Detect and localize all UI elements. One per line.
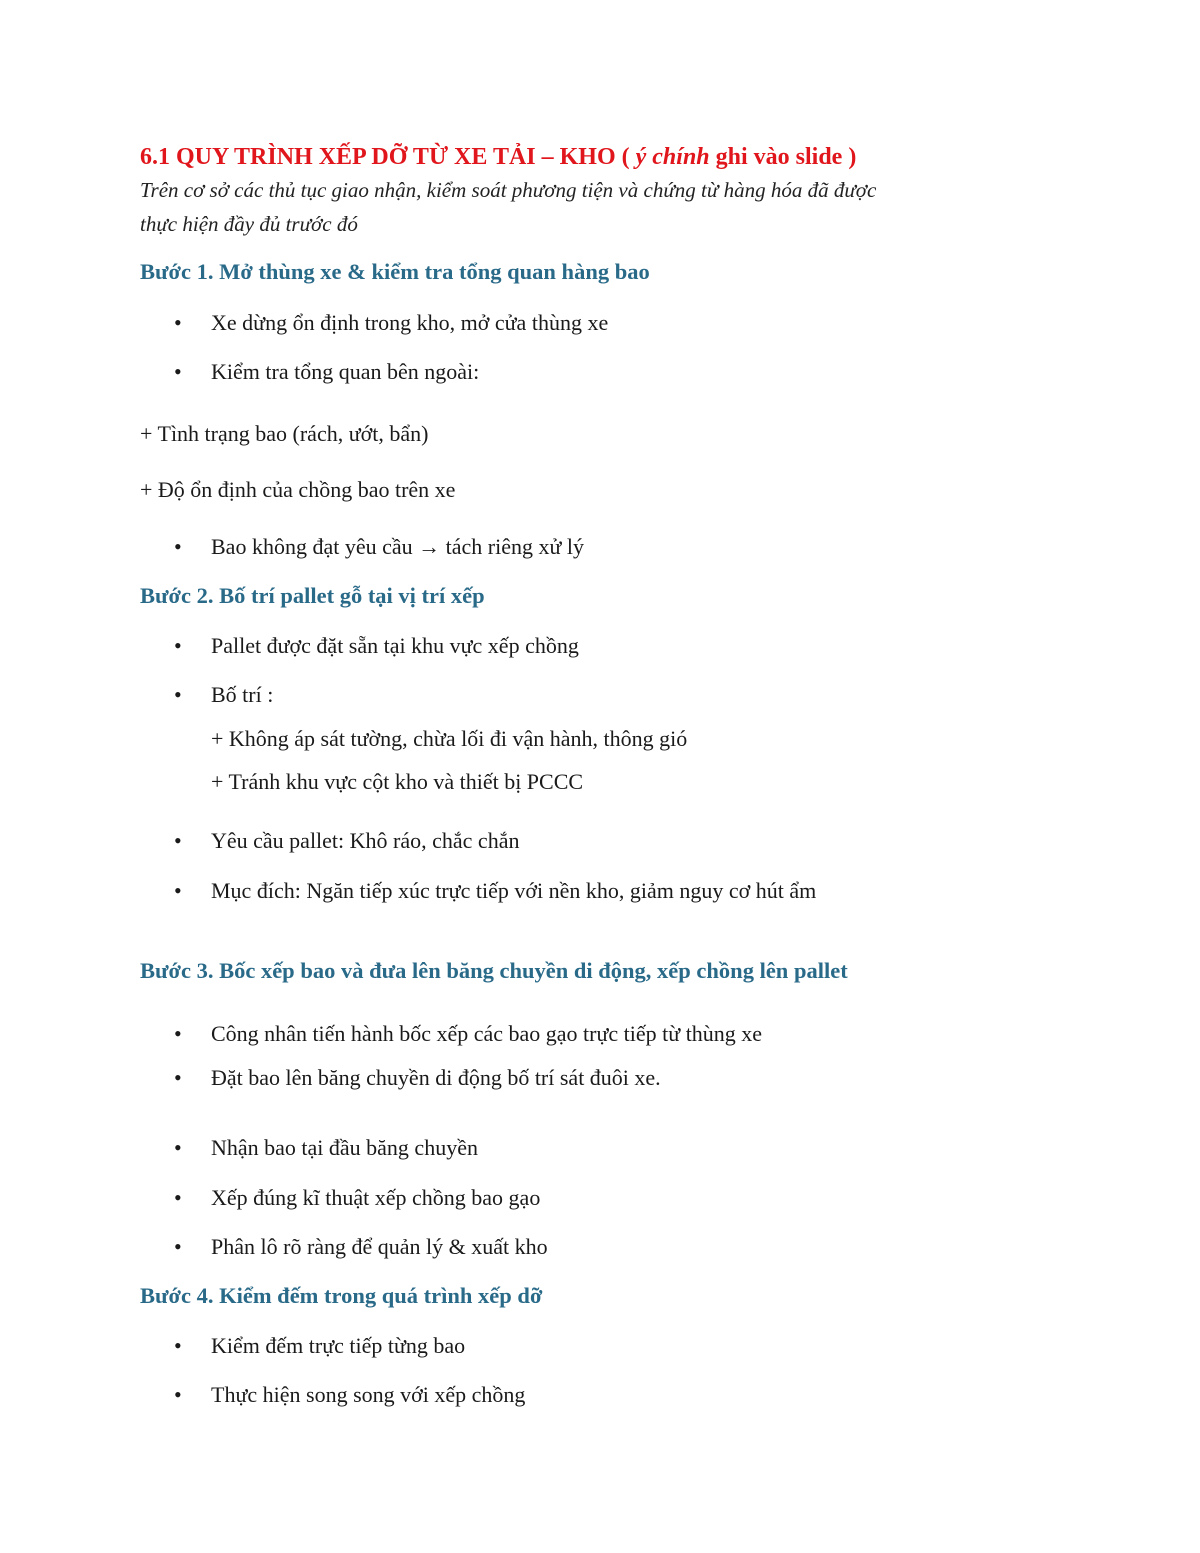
bullet-dot: • xyxy=(174,878,182,903)
bullet-dot: • xyxy=(174,633,182,658)
list-item xyxy=(174,359,479,385)
bullet-dot: • xyxy=(174,310,182,335)
list-item xyxy=(174,1234,548,1260)
list-item-text: Mục đích: Ngăn tiếp xúc trực tiếp với nền kho, giảm nguy cơ hút ẩm xyxy=(211,878,817,903)
bullet-dot: • xyxy=(174,1185,182,1210)
list-item-text: Bao không đạt yêu cầu → tách riêng xử lý xyxy=(211,534,584,559)
list-item xyxy=(174,1382,525,1408)
list-item xyxy=(174,828,519,854)
list-item xyxy=(174,878,816,904)
title-tail: ghi vào slide ) xyxy=(709,144,857,170)
bullet-dot: • xyxy=(174,828,182,853)
list-item xyxy=(174,682,273,708)
bullet-dot: • xyxy=(174,1135,182,1160)
bullet-dot: • xyxy=(174,1234,182,1259)
list-item-text: Pallet được đặt sẵn tại khu vực xếp chồng xyxy=(211,633,579,658)
sub-item: + Độ ổn định của chồng bao trên xe xyxy=(140,477,456,502)
sub-item: + Tình trạng bao (rách, ướt, bẩn) xyxy=(140,421,429,446)
list-item xyxy=(174,1021,762,1047)
title-main: 6.1 QUY TRÌNH XẾP DỠ TỪ XE TẢI – KHO ( xyxy=(140,144,636,170)
intro-line-1: Trên cơ sở các thủ tục giao nhận, kiểm soát phương tiện và chứng từ hàng hóa đã được xyxy=(140,178,877,202)
step2-heading: Bước 2. Bố trí pallet gỗ tại vị trí xếp xyxy=(140,583,485,608)
bullet-dot: • xyxy=(174,1333,182,1358)
step4-heading: Bước 4. Kiểm đếm trong quá trình xếp dỡ xyxy=(140,1283,543,1308)
list-item-text: Thực hiện song song với xếp chồng xyxy=(211,1382,526,1407)
list-item xyxy=(174,534,584,560)
intro-line-2: thực hiện đầy đủ trước đó xyxy=(140,212,358,236)
list-item-text: Phân lô rõ ràng để quản lý & xuất kho xyxy=(211,1234,548,1259)
list-item-text: Yêu cầu pallet: Khô ráo, chắc chắn xyxy=(211,828,520,853)
bullet-dot: • xyxy=(174,682,182,707)
bullet-dot: • xyxy=(174,1382,182,1407)
bullet-dot: • xyxy=(174,1021,182,1046)
sub-item: + Tránh khu vực cột kho và thiết bị PCCC xyxy=(211,769,584,794)
bullet-dot: • xyxy=(174,534,182,559)
list-item-text: Kiểm đếm trực tiếp từng bao xyxy=(211,1333,466,1358)
bullet-dot: • xyxy=(174,1065,182,1090)
sub-item: + Không áp sát tường, chừa lối đi vận hành, thông gió xyxy=(211,726,688,751)
list-item xyxy=(174,1333,465,1359)
bullet-dot: • xyxy=(174,359,182,384)
step1-heading: Bước 1. Mở thùng xe & kiểm tra tổng quan hàng bao xyxy=(140,259,650,284)
list-item xyxy=(174,1185,540,1211)
list-item-text: Công nhân tiến hành bốc xếp các bao gạo trực tiếp từ thùng xe xyxy=(211,1021,763,1046)
list-item-text: Xe dừng ổn định trong kho, mở cửa thùng xe xyxy=(211,310,609,335)
list-item xyxy=(174,1065,661,1091)
list-item xyxy=(174,1135,478,1161)
document-title xyxy=(140,144,856,171)
list-item-text: Xếp đúng kĩ thuật xếp chồng bao gạo xyxy=(211,1185,541,1210)
list-item-text: Đặt bao lên băng chuyền di động bố trí sát đuôi xe. xyxy=(211,1065,661,1090)
list-item xyxy=(174,310,608,336)
list-item-text: Bố trí : xyxy=(211,682,274,707)
list-item-text: Nhận bao tại đầu băng chuyền xyxy=(211,1135,478,1160)
step3-heading: Bước 3. Bốc xếp bao và đưa lên băng chuyền di động, xếp chồng lên pallet xyxy=(140,958,848,983)
title-note: ý chính xyxy=(635,144,710,170)
list-item xyxy=(174,633,579,659)
list-item-text: Kiểm tra tổng quan bên ngoài: xyxy=(211,359,480,384)
